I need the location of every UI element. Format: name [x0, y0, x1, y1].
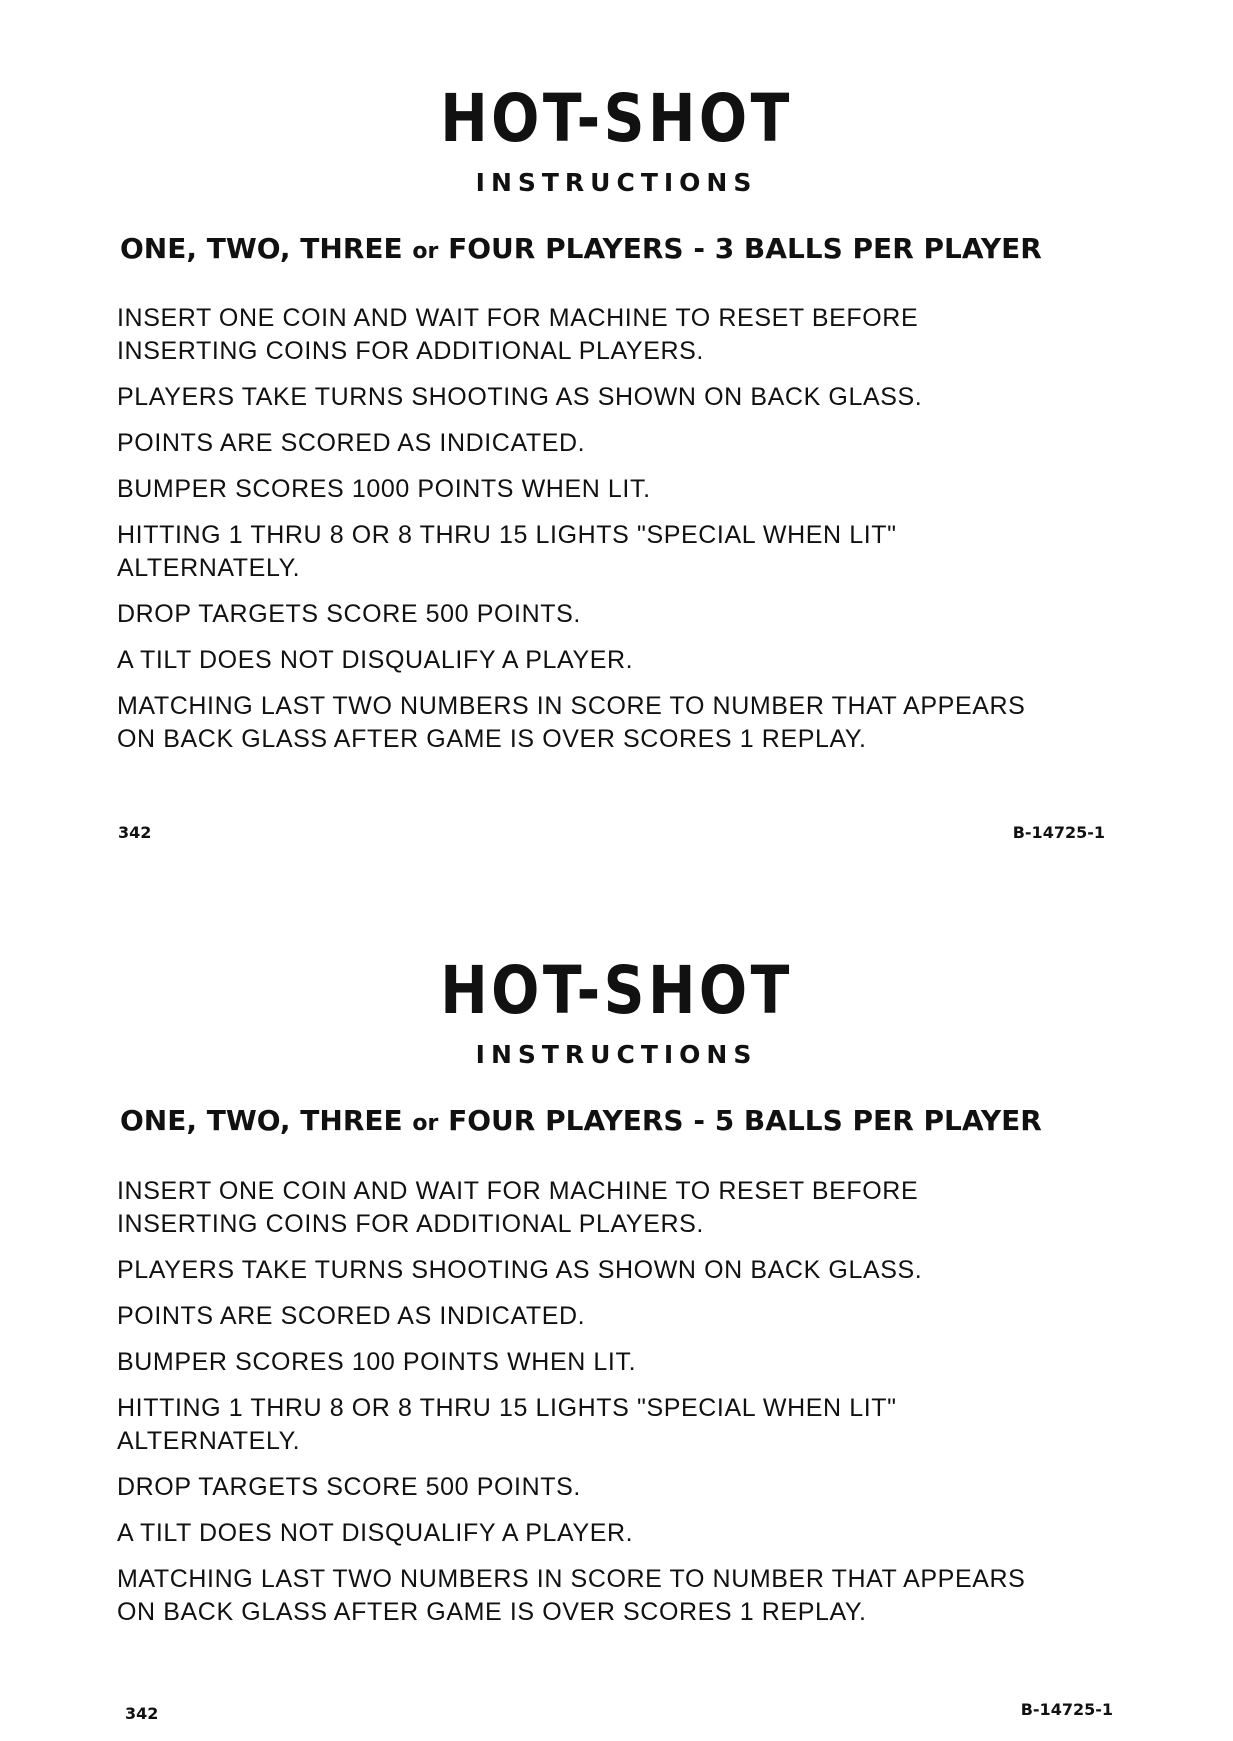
card-title: HOT-SHOT [440, 80, 793, 157]
footer-part-number: B-14725-1 [1012, 823, 1105, 842]
instruction-line: DROP TARGETS SCORE 500 POINTS. [117, 1473, 581, 1501]
players-heading-part-2: FOUR PLAYERS - 5 BALLS PER PLAYER [448, 1104, 1042, 1137]
card-subtitle: INSTRUCTIONS [475, 168, 758, 197]
instruction-card-3-balls [0, 0, 1233, 870]
instruction-line: INSERT ONE COIN AND WAIT FOR MACHINE TO RESET BEFORE INSERTING COINS FOR ADDITIONAL PLAYERS. [117, 1177, 919, 1238]
players-heading [120, 232, 1042, 265]
instruction-line: MATCHING LAST TWO NUMBERS IN SCORE TO NUMBER THAT APPEARS ON BACK GLASS AFTER GAME IS OVER SCORES 1 REPLAY. [117, 1565, 1026, 1626]
players-heading [120, 1104, 1042, 1137]
instruction-line: POINTS ARE SCORED AS INDICATED. [117, 1302, 586, 1330]
instruction-line: BUMPER SCORES 100 POINTS WHEN LIT. [117, 1348, 637, 1376]
instruction-line: INSERT ONE COIN AND WAIT FOR MACHINE TO RESET BEFORE INSERTING COINS FOR ADDITIONAL PLAYERS. [117, 304, 919, 365]
card-title: HOT-SHOT [440, 952, 793, 1029]
instruction-list [117, 1175, 1117, 1629]
card-subtitle: INSTRUCTIONS [475, 1040, 758, 1069]
players-heading-part-1: ONE, TWO, THREE [120, 1104, 403, 1137]
instruction-line: POINTS ARE SCORED AS INDICATED. [117, 429, 586, 457]
instruction-line: A TILT DOES NOT DISQUALIFY A PLAYER. [117, 646, 634, 674]
instruction-line: HITTING 1 THRU 8 OR 8 THRU 15 LIGHTS "SPECIAL WHEN LIT" ALTERNATELY. [117, 521, 897, 582]
players-heading-or: or [412, 239, 439, 264]
instruction-line: DROP TARGETS SCORE 500 POINTS. [117, 600, 581, 628]
footer-code: 342 [125, 1704, 159, 1723]
instruction-card-5-balls [0, 870, 1233, 1740]
instruction-line: MATCHING LAST TWO NUMBERS IN SCORE TO NUMBER THAT APPEARS ON BACK GLASS AFTER GAME IS OVER SCORES 1 REPLAY. [117, 692, 1026, 753]
instruction-line: A TILT DOES NOT DISQUALIFY A PLAYER. [117, 1519, 634, 1547]
footer-part-number: B-14725-1 [1020, 1700, 1113, 1719]
instruction-line: PLAYERS TAKE TURNS SHOOTING AS SHOWN ON BACK GLASS. [117, 383, 923, 411]
players-heading-part-1: ONE, TWO, THREE [120, 232, 403, 265]
instruction-line: HITTING 1 THRU 8 OR 8 THRU 15 LIGHTS "SPECIAL WHEN LIT" ALTERNATELY. [117, 1394, 897, 1455]
players-heading-part-2: FOUR PLAYERS - 3 BALLS PER PLAYER [448, 232, 1042, 265]
footer-code: 342 [118, 823, 152, 842]
players-heading-or: or [412, 1111, 439, 1136]
instruction-list [117, 302, 1117, 756]
instruction-line: BUMPER SCORES 1000 POINTS WHEN LIT. [117, 475, 651, 503]
instruction-line: PLAYERS TAKE TURNS SHOOTING AS SHOWN ON BACK GLASS. [117, 1256, 923, 1284]
